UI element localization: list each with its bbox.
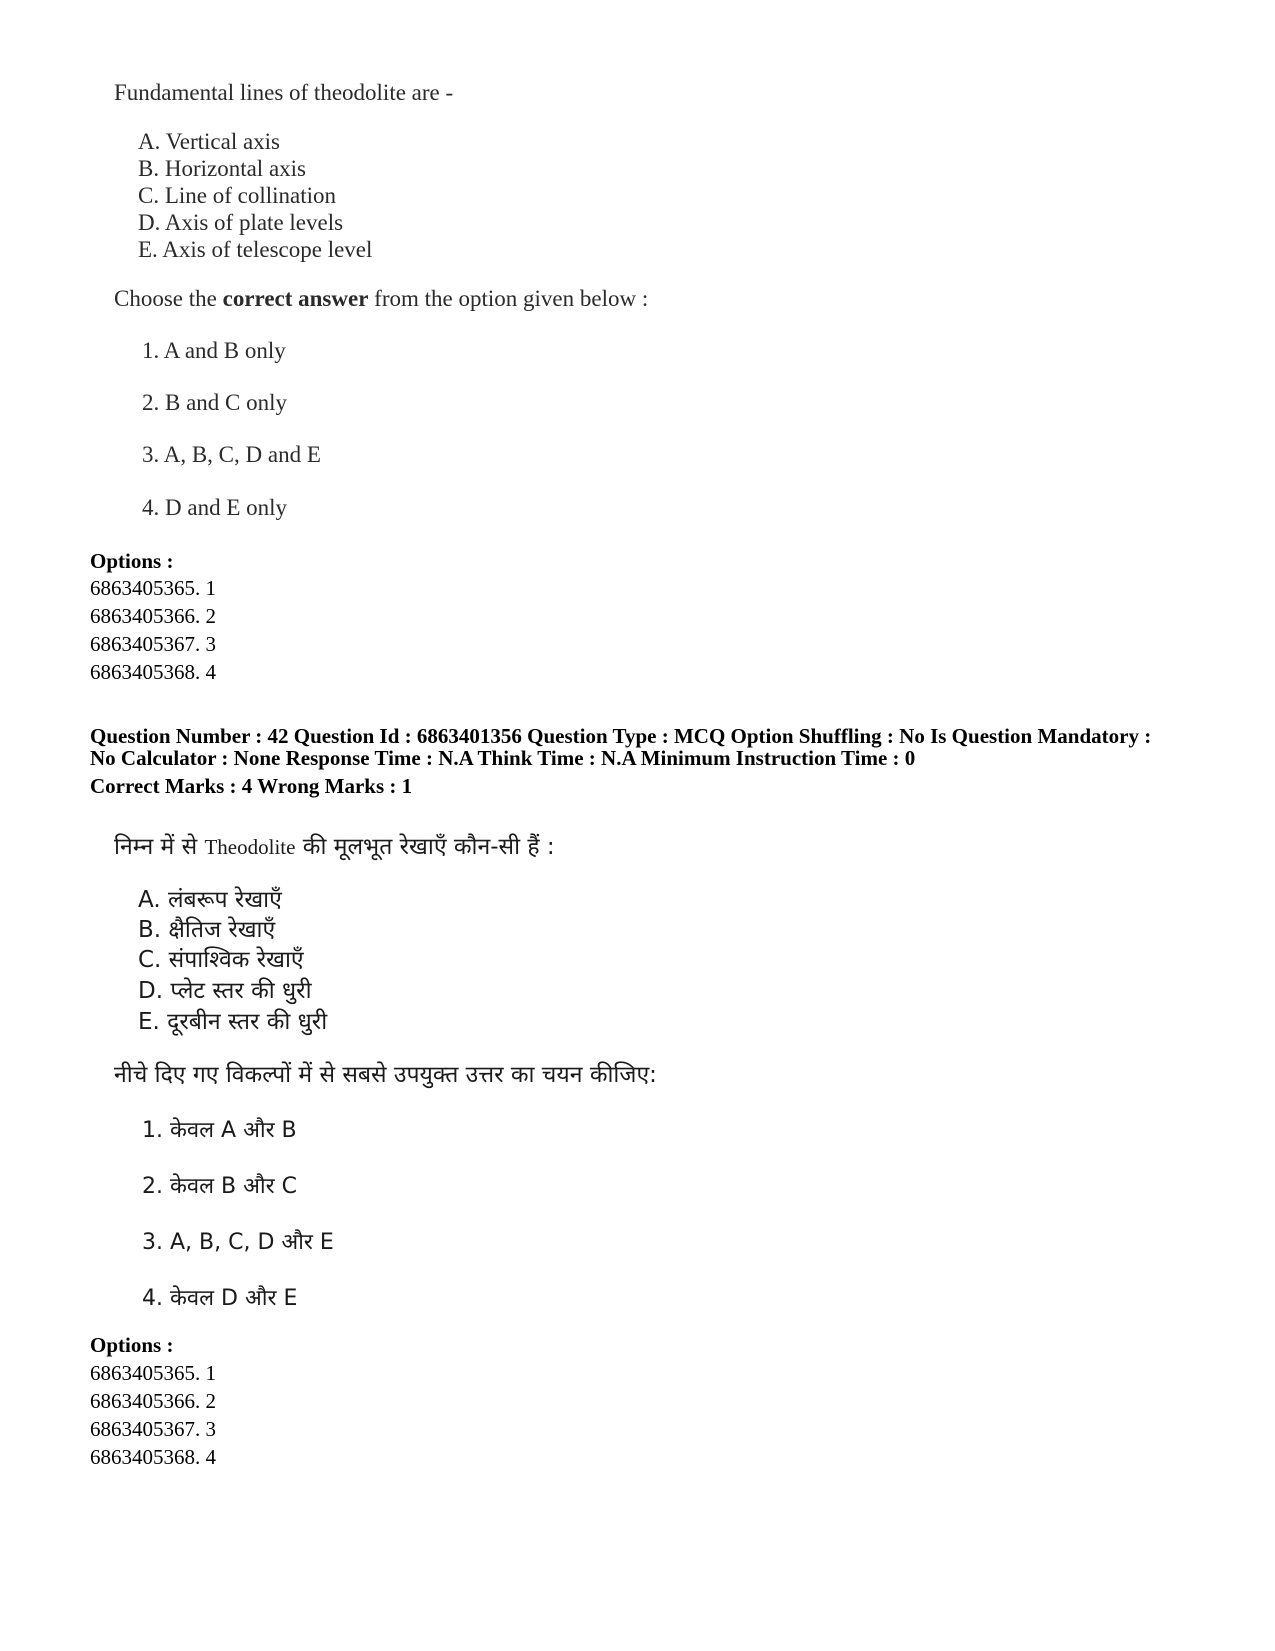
instruction-english <box>114 286 648 312</box>
instruction-hindi: नीचे दिए गए विकल्पों में से सबसे उपयुक्त उत्तर का चयन कीजिए: <box>114 1062 657 1088</box>
option-id-2: 6863405366. 2 <box>90 604 216 628</box>
statement-d: D. Axis of plate levels <box>138 210 344 235</box>
hindi-question-term: Theodolite <box>204 835 296 859</box>
option-id-4: 6863405368. 4 <box>90 660 216 684</box>
question-text-english: Fundamental lines of theodolite are - <box>114 80 454 105</box>
option-id-5: 6863405365. 1 <box>90 1361 216 1385</box>
statement-a: A. Vertical axis <box>138 129 281 154</box>
statement-b: B. Horizontal axis <box>138 156 306 181</box>
hindi-statement-d: D. प्लेट स्तर की धुरी <box>138 978 312 1004</box>
option-id-1: 6863405365. 1 <box>90 576 216 600</box>
hindi-statement-b: B. क्षैतिज रेखाएँ <box>138 917 276 943</box>
choice-4: 4. D and E only <box>142 495 288 520</box>
instruction-pre: Choose the <box>114 286 223 311</box>
hindi-question-post: की मूलभूत रेखाएँ कौन-सी हैं : <box>295 834 555 860</box>
hindi-statement-e: E. दूरबीन स्तर की धुरी <box>138 1009 328 1035</box>
instruction-bold: correct answer <box>222 286 369 311</box>
choice-2: 2. B and C only <box>142 390 288 415</box>
options-heading-2: Options : <box>90 1333 174 1357</box>
marks-line: Correct Marks : 4 Wrong Marks : 1 <box>90 774 413 798</box>
option-id-6: 6863405366. 2 <box>90 1389 216 1413</box>
hindi-choice-3: 3. A, B, C, D और E <box>142 1230 334 1255</box>
hindi-statement-c: C. संपाश्विक रेखाएँ <box>138 947 304 973</box>
hindi-choice-4: 4. केवल D और E <box>142 1286 298 1311</box>
instruction-post: from the option given below : <box>368 286 649 311</box>
option-id-8: 6863405368. 4 <box>90 1445 216 1469</box>
choice-3: 3. A, B, C, D and E <box>142 442 321 467</box>
hindi-question-pre: निम्न में से <box>114 834 205 860</box>
choice-1: 1. A and B only <box>142 338 286 363</box>
option-id-3: 6863405367. 3 <box>90 632 216 656</box>
options-heading-1: Options : <box>90 549 174 573</box>
hindi-choice-1: 1. केवल A और B <box>142 1118 297 1143</box>
statement-c: C. Line of collination <box>138 183 337 208</box>
question-meta-line-1: Question Number : 42 Question Id : 6863401356 Question Type : MCQ Option Shuffling : No Is Question Mandatory : <box>90 724 1152 748</box>
hindi-choice-2: 2. केवल B और C <box>142 1174 297 1199</box>
statement-e: E. Axis of telescope level <box>138 237 373 262</box>
question-text-hindi <box>114 829 555 861</box>
question-meta-line-2: No Calculator : None Response Time : N.A Think Time : N.A Minimum Instruction Time : 0 <box>90 746 916 770</box>
hindi-statement-a: A. लंबरूप रेखाएँ <box>138 887 282 913</box>
option-id-7: 6863405367. 3 <box>90 1417 216 1441</box>
